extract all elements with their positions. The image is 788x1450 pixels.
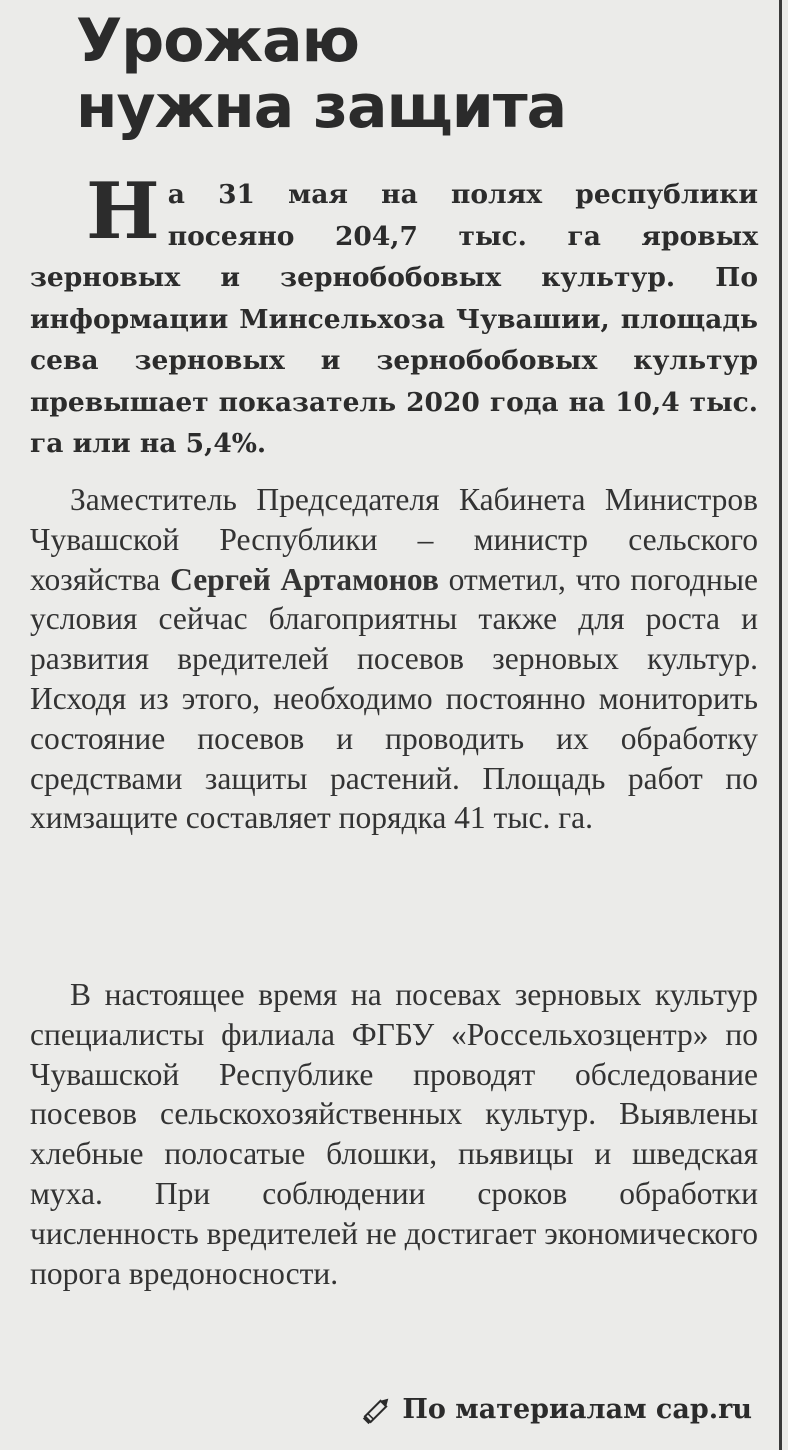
lead-text: а 31 мая на полях республики посеяно 204,7 тыс. га яровых зерновых и зернобобовых культур. По информации Минсельхоза Чувашии, площадь сева зерновых и зернобобовых культур превышает показатель 2020 года на 10,4 тыс. га или на 5,4%. — [30, 179, 758, 459]
paragraph-1 — [30, 480, 758, 838]
credit-text: По материалам cap.ru — [402, 1394, 752, 1425]
paragraph-2 — [30, 975, 758, 1293]
headline-line-2: нужна защита — [76, 72, 567, 142]
article-headline — [76, 8, 756, 140]
p1-text-end: отметил, что погодные условия сейчас благоприятны также для роста и развития вредителей посевов зерновых культур. Исходя из этого, необходимо постоянно мониторить состояние посевов и проводить их обработку средствами защиты растений. Площадь работ по химзащите составляет порядка 41 тыс. га. — [30, 561, 759, 836]
p2-text: В настоящее время на посевах зерновых культур специалисты филиала ФГБУ «Россельхозцентр» по Чувашской Республике проводят обследование посевов сельскохозяйственных культур. Выявлены хлебные полосатые блошки, пьявицы и шведская муха. При соблюдении сроков обработки численность вредителей не достигает экономического порога вредоносности. — [30, 977, 758, 1291]
column-rule — [779, 0, 782, 1450]
p1-text-start: Заместитель Председателя Кабинета Министров Чувашской Республики – министр сельского хозяйства — [30, 482, 758, 597]
article-lead — [30, 166, 758, 465]
pencil-icon — [360, 1393, 394, 1427]
headline-line-1: Урожаю — [76, 6, 359, 76]
drop-cap: Н — [86, 166, 160, 257]
source-credit — [360, 1390, 752, 1430]
person-name: Сергей Артамонов — [170, 561, 439, 597]
